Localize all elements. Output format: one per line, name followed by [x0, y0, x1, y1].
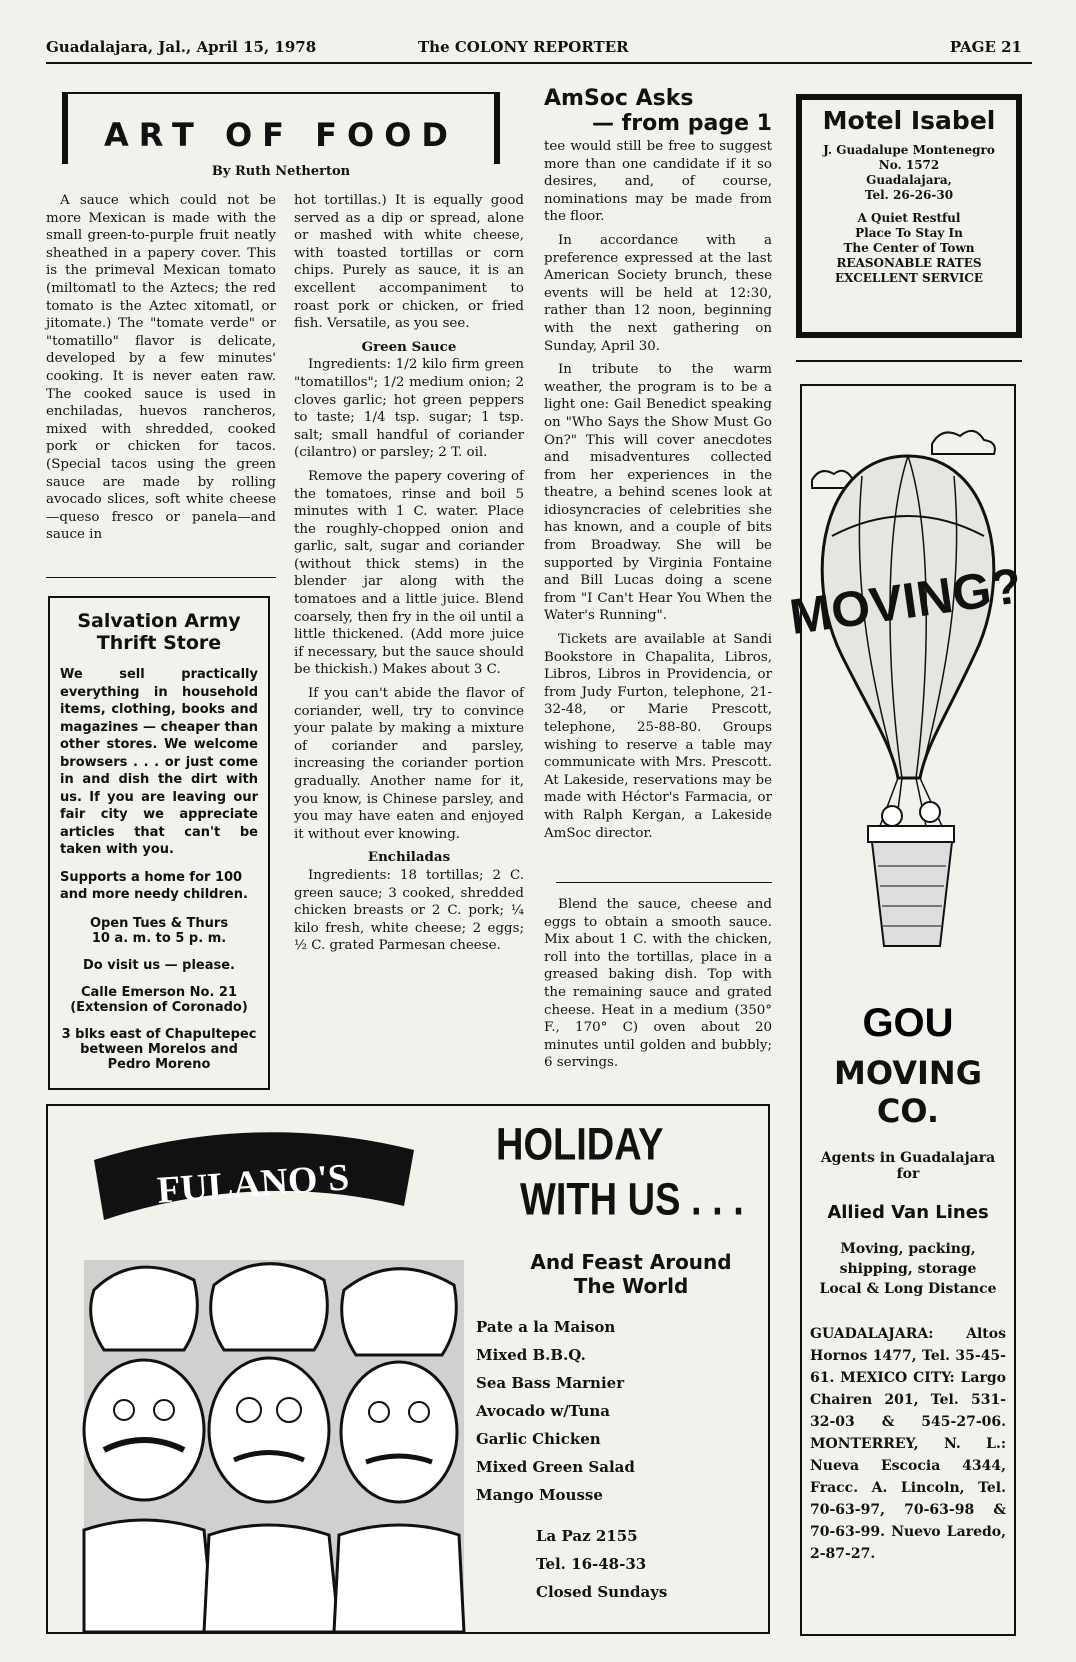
holiday-headline-2: WITH US . . .: [520, 1175, 744, 1226]
chef-face-icon: [341, 1362, 457, 1502]
col1-rule: [46, 577, 276, 578]
chef-hat-icon: [91, 1267, 198, 1350]
fulanos-address: La Paz 2155: [536, 1527, 638, 1545]
page-number: PAGE 21: [949, 38, 1022, 56]
menu-item: Garlic Chicken: [476, 1430, 601, 1448]
salvation-address-1: Calle Emerson No. 21: [80, 984, 238, 1000]
salvation-title-2: Thrift Store: [96, 632, 222, 654]
holiday-headline-1: HOLIDAY: [496, 1120, 664, 1171]
menu-list: [476, 1318, 766, 1504]
article-paragraph: Blend the sauce, cheese and eggs to obtain a smooth sauce. Mix about 1 C. with the chicken, roll into the tortillas, place in a greased baking dish. Top with the remaining sauce and grated cheese. Heat in a medium (350° F., 170° C) oven about 20 minutes until golden and bubbly; 6 servings.: [544, 897, 772, 1071]
motel-tagline-1: A Quiet Restful: [857, 211, 961, 225]
cloud-icon: [932, 431, 995, 454]
enchiladas-ingredients: Ingredients: 18 tortillas; 2 C. green sauce; 3 cooked, shredded chicken breasts or 2 C. pork; ¼ kilo fresh, white cheese; 2 eggs; ½ C. grated Parmesan cheese.: [294, 867, 524, 954]
chef-face-icon: [209, 1358, 329, 1502]
art-of-food-title: ART OF FOOD: [104, 116, 458, 154]
salvation-supports: Supports a home for 100 and more needy children.: [60, 869, 248, 902]
article-col1: [46, 192, 276, 550]
salvation-body: We sell practically everything in household items, clothing, books and magazines — cheaper than other stores. We welcome browsers . . . or just come in and dish the dirt with us. If you are leaving our fair city we appreciate articles that can't be taken with you.: [60, 667, 258, 857]
passenger-icon: [882, 806, 902, 826]
chef-hat-icon: [342, 1269, 457, 1355]
menu-item: Mango Mousse: [476, 1486, 603, 1504]
motel-tagline-2: Place To Stay In: [855, 226, 963, 240]
motel-rule: [796, 360, 1022, 362]
fulanos-closed: Closed Sundays: [536, 1583, 668, 1601]
services-line-2: shipping, storage: [839, 1261, 977, 1277]
motel-name: Motel Isabel: [822, 106, 996, 135]
allied-van-lines: Allied Van Lines: [827, 1202, 989, 1223]
recipe-continued: [544, 896, 772, 1078]
article-paragraph: In tribute to the warm weather, the program is to be a light one: Gail Benedict speaking on "Who Says the Show Must Go On?" This will cover anecdotes and misadventures collected from her experiences in the theatre, a behind scenes look at idiosyncracies of celebrities she has known, and a couple of bits from Broadway. She will be supported by Virginia Fontaine and Bill Lucas doing a scene from "I Can't Hear You When the Water's Running".: [544, 362, 772, 624]
article-paragraph: tee would still be free to suggest more than one candidate if it so desires, and, of course, nominations may be made from the floor.: [544, 139, 772, 225]
green-sauce-method: Remove the papery covering of the tomatoes, rinse and boil 5 minutes with 1 C. water. Place the roughly-chopped onion and garlic, salt, sugar and coriander (without thick stems) in the blender jar along with the tomatoes and a little juice. Blend coarsely, then fry in the oil until a little thickened. (Add more juice if necessary, but the sauce should be thickish.) Makes about 3 C.: [294, 468, 524, 678]
article-col2: [294, 192, 524, 961]
salvation-hours-2: 10 a. m. to 5 p. m.: [91, 930, 227, 946]
passenger-icon: [920, 802, 940, 822]
header-rule: [46, 62, 1032, 64]
moving-contacts: GUADALAJARA: Altos Hornos 1477, Tel. 35-45-61. MEXICO CITY: Largo Chairen 201, Tel. 531-32-03 & 545-27-06. MONTERREY, N. L.: Nueva Escocia 4344, Fracc. A. Lincoln, Tel. 70-63-97, 70-63-98 & 70-63-99. Nuevo Laredo, 2-87-27.: [810, 1326, 1006, 1562]
gou-moving-ad: [786, 384, 1026, 1636]
menu-item: Mixed Green Salad: [476, 1458, 635, 1476]
dateline: Guadalajara, Jal., April 15, 1978: [46, 38, 317, 56]
motel-address-1: J. Guadalupe Montenegro: [823, 143, 995, 157]
amsoc-subtitle: — from page 1: [591, 111, 772, 136]
salvation-title-1: Salvation Army: [77, 610, 241, 632]
green-sauce-heading: Green Sauce: [361, 338, 457, 355]
motel-tagline-3: The Center of Town: [843, 241, 975, 255]
motel-city: Guadalajara,: [866, 173, 952, 187]
agents-line-2: for: [896, 1166, 920, 1182]
amsoc-article: [544, 86, 772, 848]
menu-item: Pate a la Maison: [476, 1318, 616, 1336]
salvation-hours-1: Open Tues & Thurs: [89, 915, 229, 931]
feast-line-2: The World: [573, 1274, 689, 1298]
motel-address-2: No. 1572: [878, 158, 940, 172]
menu-item: Mixed B.B.Q.: [476, 1346, 586, 1364]
green-sauce-ingredients: Ingredients: 1/2 kilo firm green "tomatillos"; 1/2 medium onion; 2 cloves garlic; hot green peppers to taste; 1/4 tsp. sugar; 1 tsp. salt; small handful of coriander (cilantro) or parsley; 2 T. oil.: [294, 357, 524, 461]
amsoc-title: AmSoc Asks: [544, 86, 694, 111]
motel-tel: Tel. 26-26-30: [864, 188, 954, 202]
chefs-illustration: [54, 1110, 474, 1632]
salvation-army-ad: [48, 596, 270, 1090]
enchiladas-heading: Enchiladas: [367, 849, 451, 866]
fulanos-tel: Tel. 16-48-33: [536, 1555, 647, 1573]
salvation-directions-1: 3 blks east of Chapultepec: [61, 1026, 257, 1042]
motel-rates-1: REASONABLE RATES: [836, 256, 982, 270]
fulanos-ad: [46, 1104, 770, 1634]
chef-hat-icon: [211, 1264, 328, 1350]
paper-name: The COLONY REPORTER: [418, 38, 629, 56]
chef-face-icon: [84, 1360, 204, 1500]
page-header: [46, 38, 1032, 60]
moving-headline: MOVING?: [786, 557, 1026, 646]
salvation-address-2: (Extension of Coronado): [70, 999, 248, 1015]
services-line-1: Moving, packing,: [840, 1241, 976, 1257]
feast-line-1: And Feast Around: [530, 1250, 732, 1274]
salvation-directions-3: Pedro Moreno: [107, 1056, 211, 1072]
balloon-illustration: [786, 386, 1026, 1056]
agents-line-1: Agents in Guadalajara: [820, 1150, 996, 1166]
menu-item: Sea Bass Marnier: [476, 1374, 625, 1392]
balloon-basket: [872, 842, 952, 946]
fulanos-logo: FULANO'S: [155, 1156, 351, 1212]
menu-item: Avocado w/Tuna: [476, 1402, 611, 1420]
salvation-visit: Do visit us — please.: [82, 957, 235, 973]
article-paragraph: In accordance with a preference expressed at the last American Society brunch, these events will be held at 12:30, rather than 12 noon, beginning with the next gathering on Sunday, April 30.: [544, 232, 772, 354]
salvation-directions-2: between Morelos and: [80, 1041, 238, 1057]
art-of-food-banner: [62, 92, 500, 172]
services-line-3: Local & Long Distance: [819, 1281, 997, 1297]
motel-rates-2: EXCELLENT SERVICE: [834, 271, 984, 285]
company-name-2: MOVING CO.: [834, 1054, 982, 1130]
article-paragraph: hot tortillas.) It is equally good served as a dip or spread, alone or mashed with white cheese, with toasted tortillas or corn chips. Purely as sauce, it is an excellent accompaniment to roast pork or chicken, or fried fish. Versatile, as you see.: [294, 193, 524, 332]
byline: By Ruth Netherton: [62, 164, 500, 179]
article-paragraph: Tickets are available at Sandi Bookstore in Chapalita, Libros, Libros, Libros in Providencia, or from Judy Furton, telephone, 21-32-48, or Marie Prescott, telephone, 25-88-80. Groups wishing to reserve a table may communicate with Mrs. Prescott. At Lakeside, reservations may be made with Héctor's Farmacia, or with Ralph Kergan, a Lakeside AmSoc director.: [544, 632, 772, 841]
coriander-note: If you can't abide the flavor of coriander, well, try to convince your palate by making a mixture of coriander and parsley, increasing the coriander portion gradually. Another name for it, you know, is Chinese parsley, and you may have eaten and enjoyed it without ever knowing.: [294, 686, 524, 842]
article-paragraph: A sauce which could not be more Mexican is made with the small green-to-purple fruit neatly sheathed in a papery cover. This is the primeval Mexican tomato (miltomatl to the Aztecs; the red tomato is the Aztec xitomatl, or jitomate.) The "tomate verde" or "tomatillo" flavor is delicate, developed by a few minutes' cooking. It is never eaten raw. The cooked sauce is used in enchiladas, huevos rancheros, mixed with shredded, cooked pork or chicken for tacos. (Special tacos using the green sauce are made by rolling avocado slices, soft white cheese—queso fresco or panela—and sauce in: [46, 193, 276, 543]
amsoc-rule: [556, 882, 772, 883]
company-name-1: GOU: [862, 1001, 954, 1045]
motel-isabel-ad: [796, 94, 1022, 338]
